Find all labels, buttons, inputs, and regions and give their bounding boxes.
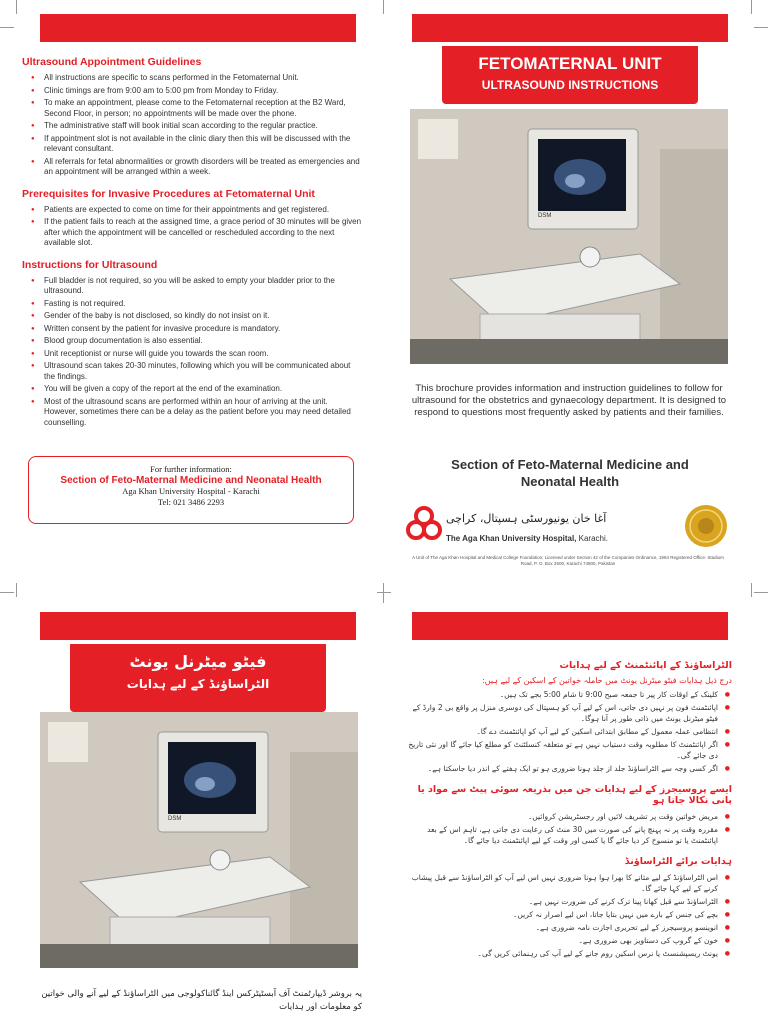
seal-icon — [684, 504, 728, 548]
list-item: ● اپائنٹمنٹ فون پر نہیں دی جاتی، اس کے لیے آپ کو ہسپتال کی دوسری منزل پر واقع بی 2 وارڈ کے فیٹو میٹرنل یونٹ میں ذاتی طور پر آنا ہوگا۔ — [404, 702, 732, 724]
crop-mark — [383, 583, 384, 603]
info-phone: Tel: 021 3486 2293 — [157, 497, 225, 507]
list-item: ● Ultrasound scan takes 20-30 minutes, following which you will be communicated about the findings. — [22, 361, 362, 382]
crop-mark — [754, 592, 768, 593]
list-item: ● مقررہ وقت پر نہ پہنچ پانے کی صورت میں 30 منٹ کی رعایت دی جاتی ہے، تاہم اس کے بعد اپائنٹمنٹ یا تو منسوخ کر دیا جائے گا یا کسی اور وقت کے لیے اپائنٹمنٹ دیا جائے گا۔ — [404, 824, 732, 846]
cover-subtitle: ULTRASOUND INSTRUCTIONS — [481, 78, 659, 92]
urdu-prerequisites-list — [404, 811, 732, 846]
cover-title: FETOMATERNAL UNIT — [478, 54, 662, 73]
ultrasound-machine-illustration — [410, 109, 728, 364]
list-item: ● If the patient fails to reach at the assigned time, a grace period of 30 minutes will be given after which the appointment will be cancelled or rescheduled according to the next available slot. — [22, 217, 362, 249]
urdu-cover-title: فیٹو میٹرنل یونٹ — [129, 652, 267, 671]
urdu-instructions-title: ہدایات برائے الٹراساؤنڈ — [624, 856, 732, 867]
info-section-name: Section of Feto-Maternal Medicine and Neonatal Health — [60, 475, 322, 486]
list-item: ● Full bladder is not required, so you will be asked to empty your bladder prior to the ultrasound. — [22, 276, 362, 297]
list-item: ● The administrative staff will book initial scan according to the regular practice. — [22, 121, 362, 132]
crop-mark — [377, 592, 391, 593]
list-item: ● اگر کسی وجہ سے الٹراساؤنڈ جلد از جلد ہونا ضروری ہو تو ایک ہفتے کے اندر دیا جاسکتا ہے۔ — [404, 763, 732, 774]
urdu-guidelines-panel — [404, 652, 732, 1024]
urdu-instructions-list — [404, 872, 732, 959]
urdu-appointment-title: الٹراساؤنڈ کے اپائنٹمنٹ کے لیے ہدایات — [559, 660, 732, 671]
list-item: ● Patients are expected to come on time for their appointments and get registered. — [22, 205, 362, 216]
list-item: ● You will be given a copy of the report at the end of the examination. — [22, 384, 362, 395]
further-info-box — [28, 456, 354, 524]
urdu-cover-subtitle: الٹراساؤنڈ کے لیے ہدایات — [126, 677, 270, 691]
logo-english-name — [446, 534, 646, 543]
logo-city: Karachi. — [578, 534, 608, 543]
bottom-red-bar — [412, 612, 728, 640]
screen-brand-label: DSM — [538, 213, 552, 219]
list-item: ● اس الٹراساؤنڈ کے لیے مثانے کا بھرا ہوا ہونا ضروری نہیں اس لیے آپ کو الٹراساؤنڈ سے قبل پیشاب کرنے کے لیے کہا جائے گا۔ — [404, 872, 732, 894]
appointment-guidelines-title: Ultrasound Appointment Guidelines — [22, 56, 202, 68]
ultrasound-machine-illustration — [40, 712, 358, 968]
instructions-title: Instructions for Ultrasound — [22, 258, 158, 271]
list-item: ● انوینسو پروسیجرز کے لیے تحریری اجازت نامہ ضروری ہے۔ — [404, 922, 732, 933]
info-hospital: Aga Khan University Hospital - Karachi — [122, 486, 260, 496]
bottom-red-bar — [40, 612, 356, 640]
top-red-bar — [412, 14, 728, 42]
urdu-appointment-intro: درج ذیل ہدایات فیٹو میٹرنل یونٹ میں حاملہ خواتین کے اسکین کے لیے ہیں: — [482, 676, 732, 685]
list-item: ● Fasting is not required. — [22, 299, 362, 310]
registration-footnote: A Unit of The Aga Khan Hospital and Medical College Foundation; Licensed under Section 42 of the Companies Ordinance, 1984 Registered Office: Stadium Road, P. O. Box 3500, Karachi 74800, Pakistan — [412, 555, 724, 566]
brochure-description: This brochure provides information and instruction guidelines to follow for ultrasound for the obstetrics and gynaecology department. It is designed to respond to questions most frequently asked by patients and their families. — [411, 383, 727, 418]
crop-mark — [754, 27, 768, 28]
aku-logo-icon — [406, 506, 442, 542]
list-item: ● بچے کی جنس کے بارے میں نہیں بتایا جاتا، اس لیے اصرار نہ کریں۔ — [404, 909, 732, 920]
ultrasound-photo-urdu — [40, 712, 358, 968]
list-item: ● Gender of the baby is not disclosed, so kindly do not insist on it. — [22, 311, 362, 322]
crop-mark — [16, 583, 17, 597]
list-item: ● انتظامی عملہ معمول کے مطابق ابتدائی اسکین کے لیے آپ کو اپائنٹمنٹ دے گا۔ — [404, 726, 732, 737]
list-item: ● Blood group documentation is also essential. — [22, 336, 362, 347]
aku-logo — [406, 506, 442, 542]
list-item: ● Clinic timings are from 9:00 am to 5:00 pm from Monday to Friday. — [22, 86, 362, 97]
urdu-description: یہ بروشر ڈیپارٹمنٹ آف آبسٹیٹرکس اینڈ گائناکولوجی میں الٹراساؤنڈ کے لیے آنے والی خواتین کو معلومات اور ہدایات — [41, 989, 362, 1012]
crop-mark — [0, 592, 14, 593]
cover-title-box — [442, 46, 698, 104]
crop-mark — [751, 0, 752, 14]
list-item: ● خون کے گروپ کی دستاویز بھی ضروری ہے۔ — [404, 935, 732, 946]
instructions-list — [22, 276, 362, 429]
ultrasound-photo — [410, 109, 728, 364]
urdu-cover-title-box — [70, 644, 326, 712]
list-item: ● All instructions are specific to scans performed in the Fetomaternal Unit. — [22, 73, 362, 84]
appointment-list — [22, 73, 362, 178]
screen-brand-label: DSM — [168, 816, 182, 822]
prerequisites-title: Prerequisites for Invasive Procedures at Fetomaternal Unit — [22, 187, 315, 200]
urdu-appointment-list — [404, 689, 732, 774]
list-item: ● Unit receptionist or nurse will guide you towards the scan room. — [22, 349, 362, 360]
crop-mark — [751, 583, 752, 597]
list-item: ● مریض خواتین وقت پر تشریف لائیں اور رجسٹریشن کروائیں۔ — [404, 811, 732, 822]
logo-english: The Aga Khan University Hospital, — [446, 534, 577, 543]
accreditation-seal — [684, 504, 728, 548]
crop-mark — [16, 0, 17, 14]
crop-mark — [383, 0, 384, 14]
list-item: ● یونٹ ریسپشنسٹ یا نرس اسکین روم جانے کے لیے آپ کی رہنمائی کریں گی۔ — [404, 948, 732, 959]
urdu-prerequisites-title: ایسے پروسیجرز کے لیے ہدایات جن میں بذریعہ سوئی پیٹ سے مواد یا پانی نکالا جاتا ہو — [417, 784, 732, 806]
list-item: ● All referrals for fetal abnormalities or growth disorders will be treated as emergencies and an appointment will be arranged within a week. — [22, 157, 362, 178]
list-item: ● Written consent by the patient for invasive procedure is mandatory. — [22, 324, 362, 335]
list-item: ● To make an appointment, please come to the Fetomaternal reception at the B2 Ward, Second Floor, in person; no appointments will be made over the phone. — [22, 98, 362, 119]
crop-mark — [0, 27, 14, 28]
list-item: ● Most of the ultrasound scans are performed within an hour of arriving at the unit. However, sometimes there can be a delay as the patient before you may need detailed counselling. — [22, 397, 362, 429]
top-red-bar — [40, 14, 356, 42]
prerequisites-list — [22, 205, 362, 249]
logo-urdu-name: آغا خان یونیورسٹی ہسپتال، کراچی — [446, 512, 607, 525]
list-item: ● If appointment slot is not available in the clinic diary then this will be discussed with the relevant consultant. — [22, 134, 362, 155]
list-item: ● اگر اپائنٹمنٹ کا مطلوبہ وقت دستیاب نہیں ہے تو متعلقہ کنسلٹنٹ کو مطلع کیا جائے گا اور نئی تاریخ دی جائے گی۔ — [404, 739, 732, 761]
info-label: For further information: — [150, 464, 232, 474]
section-heading: Section of Feto-Maternal Medicine and Neonatal Health — [451, 457, 689, 489]
list-item: ● الٹراساؤنڈ سے قبل کھانا پینا ترک کرنے کی ضرورت نہیں ہے۔ — [404, 896, 732, 907]
list-item: ● کلینک کے اوقات کار پیر تا جمعہ صبح 9:00 تا شام 5:00 بجے تک ہیں۔ — [404, 689, 732, 700]
